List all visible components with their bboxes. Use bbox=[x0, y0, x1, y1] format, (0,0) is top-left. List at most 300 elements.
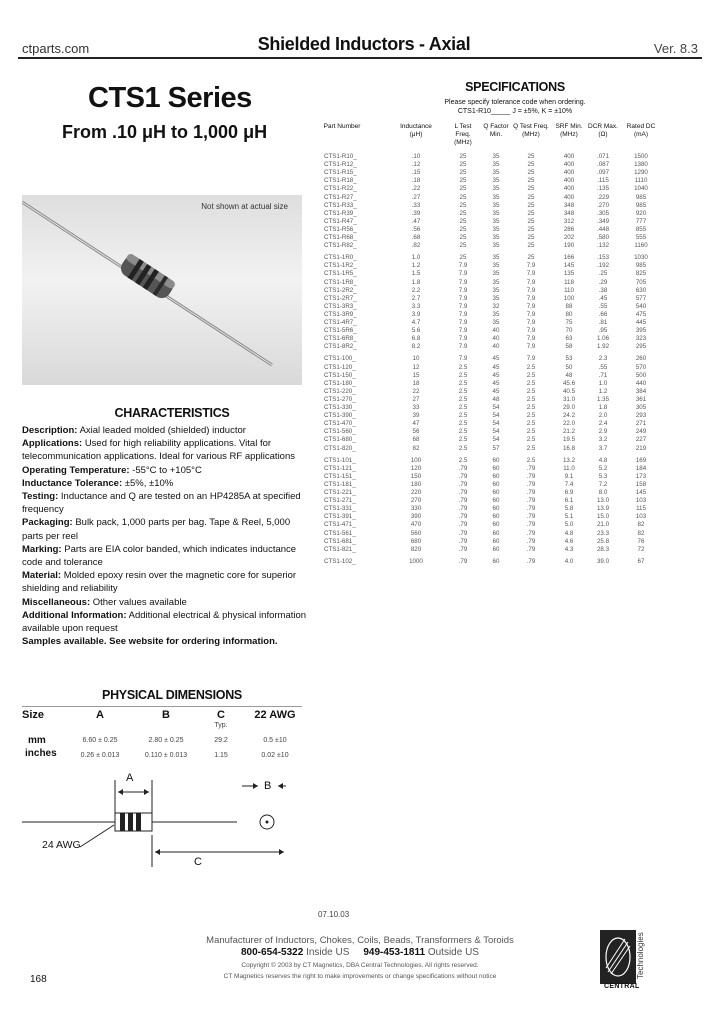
spec-cell: 100 bbox=[563, 294, 575, 302]
char-label: Material: bbox=[22, 570, 62, 582]
spec-cell: 400 bbox=[563, 153, 575, 160]
header-rule bbox=[18, 57, 702, 59]
spec-cell: 1380 bbox=[634, 161, 648, 169]
spec-cell: 384 bbox=[635, 387, 647, 395]
spec-cell: 25 bbox=[527, 161, 535, 169]
spec-cell: 1110 bbox=[634, 177, 648, 185]
spec-cell: .79 bbox=[526, 464, 536, 472]
spec-cell: 70 bbox=[565, 327, 573, 335]
spec-cell: 2.5 bbox=[458, 456, 468, 464]
spec-cell: 4.8 bbox=[598, 456, 608, 464]
spec-cell: 25 bbox=[459, 201, 467, 209]
diagram-label-wire: 24 AWG bbox=[42, 839, 81, 851]
spec-cell: 295 bbox=[635, 343, 647, 351]
part-number-cell: CTS1-271_ bbox=[324, 497, 356, 505]
spec-cell: 270 bbox=[410, 497, 422, 505]
characteristics-heading: CHARACTERISTICS bbox=[114, 406, 230, 420]
spec-cell: 25 bbox=[459, 153, 467, 160]
part-number-cell: CTS1-121_ bbox=[324, 464, 356, 472]
spec-cell: 35 bbox=[492, 193, 500, 201]
spec-cell: 400 bbox=[563, 161, 575, 169]
spec-cell: .270 bbox=[596, 201, 610, 209]
part-number-cell: CTS1-100_ bbox=[324, 355, 356, 363]
char-text: ±5%, ±10% bbox=[124, 477, 174, 489]
spec-cell: 1.2 bbox=[411, 262, 421, 270]
spec-cell: 60 bbox=[492, 513, 500, 521]
spec-cell: 7.9 bbox=[526, 270, 536, 278]
char-label: Miscellaneous: bbox=[22, 596, 91, 608]
char-text: Used for high reliability applications. Vital for telecommunication applications. Ideal for various RF applications bbox=[22, 438, 295, 463]
th-srf: SRF Min. (MHz) bbox=[555, 123, 583, 138]
spec-cell: .79 bbox=[458, 545, 468, 553]
spec-cell: 45 bbox=[492, 387, 500, 395]
spec-cell: 60 bbox=[492, 529, 500, 537]
spec-cell: 120 bbox=[410, 464, 422, 472]
spec-cell: 16.8 bbox=[562, 444, 576, 452]
spec-cell: 145 bbox=[563, 262, 575, 270]
spec-cell: 2.5 bbox=[526, 371, 536, 379]
spec-cell: 45 bbox=[492, 355, 500, 363]
spec-cell: 56 bbox=[412, 428, 420, 436]
spec-cell: 25.8 bbox=[596, 537, 610, 545]
spec-cell: 1.06 bbox=[596, 335, 610, 343]
spec-cell: 25 bbox=[527, 193, 535, 201]
spec-cell: 4.7 bbox=[411, 319, 421, 326]
spec-cell: .55 bbox=[598, 363, 608, 371]
spec-cell: 35 bbox=[492, 185, 500, 193]
spec-cell: 680 bbox=[410, 537, 422, 545]
th-q-test-freq: Q Test Freq. (MHz) bbox=[513, 123, 549, 138]
spec-cell: .68 bbox=[411, 234, 421, 241]
central-logo-text: CENTRAL bbox=[604, 983, 640, 990]
spec-cell: 920 bbox=[635, 209, 647, 217]
spec-cell: 6.9 bbox=[564, 489, 574, 496]
spec-cell: 2.2 bbox=[411, 286, 421, 294]
spec-cell: 35 bbox=[492, 217, 500, 225]
spec-cell: 2.5 bbox=[458, 436, 468, 444]
specifications-heading: SPECIFICATIONS bbox=[465, 80, 565, 94]
part-number-cell: CTS1-820_ bbox=[324, 444, 356, 452]
spec-cell: 35 bbox=[492, 209, 500, 217]
dim-table-rule bbox=[22, 706, 302, 707]
samples-text: Samples available. See website for ordering information. bbox=[22, 636, 278, 648]
part-number-cell: CTS1-6R8_ bbox=[324, 335, 357, 343]
dim-col-c: C bbox=[217, 709, 225, 721]
spec-cell: .580 bbox=[596, 234, 610, 241]
spec-cell: .79 bbox=[526, 505, 536, 513]
spec-cell: 630 bbox=[635, 286, 647, 294]
spec-cell: 330 bbox=[410, 505, 422, 513]
spec-cell: 3.2 bbox=[598, 436, 608, 444]
spec-cell: 118 bbox=[564, 278, 574, 286]
spec-cell: 28.3 bbox=[596, 545, 610, 553]
spec-cell: 45 bbox=[492, 371, 500, 379]
char-text: Axial leaded molded (shielded) inductor bbox=[79, 425, 246, 436]
spec-cell: 1290 bbox=[634, 169, 648, 177]
spec-cell: 24.2 bbox=[562, 412, 576, 420]
dim-col-awg: 22 AWG bbox=[254, 709, 296, 721]
spec-cell: .79 bbox=[526, 545, 536, 553]
spec-cell: 305 bbox=[635, 404, 647, 411]
spec-cell: 45.6 bbox=[562, 379, 576, 387]
spec-cell: 7.4 bbox=[564, 480, 574, 488]
part-number-cell: CTS1-R18_ bbox=[324, 177, 357, 185]
spec-cell: 4.3 bbox=[564, 545, 574, 553]
spec-cell: 540 bbox=[635, 302, 647, 310]
footer-phones bbox=[150, 947, 570, 958]
spec-cell: .79 bbox=[526, 529, 536, 537]
spec-cell: 31.0 bbox=[562, 395, 576, 403]
spec-cell: 60 bbox=[492, 497, 500, 505]
spec-cell: .79 bbox=[526, 472, 536, 480]
spec-cell: 25 bbox=[527, 209, 535, 217]
part-number-cell: CTS1-561_ bbox=[324, 529, 356, 537]
part-number-cell: CTS1-5R6_ bbox=[324, 327, 357, 335]
spec-cell: 220 bbox=[410, 489, 422, 496]
spec-cell: 820 bbox=[410, 545, 422, 553]
spec-cell: 2.5 bbox=[526, 412, 536, 420]
spec-cell: 7.9 bbox=[526, 327, 536, 335]
spec-cell: 2.5 bbox=[458, 371, 468, 379]
char-tolerance bbox=[22, 477, 307, 490]
spec-cell: 45 bbox=[492, 363, 500, 371]
spec-cell: 5.6 bbox=[411, 327, 421, 335]
spec-cell: 1.92 bbox=[596, 343, 610, 351]
spec-cell: 1000 bbox=[409, 557, 423, 565]
spec-cell: .79 bbox=[458, 521, 468, 529]
spec-cell: 7.9 bbox=[458, 335, 468, 343]
spec-cell: .79 bbox=[526, 537, 536, 545]
spec-cell: 2.5 bbox=[458, 387, 468, 395]
spec-cell: 25 bbox=[459, 161, 467, 169]
spec-cell: 54 bbox=[492, 404, 500, 411]
spec-cell: 25 bbox=[459, 234, 467, 241]
spec-cell: 40.5 bbox=[562, 387, 576, 395]
central-logo-subtext: Technologies bbox=[636, 932, 645, 980]
spec-cell: 4.6 bbox=[564, 537, 574, 545]
part-number-cell: CTS1-1R5_ bbox=[324, 270, 357, 278]
part-number-cell: CTS1-R15_ bbox=[324, 169, 357, 177]
spec-cell: 1.35 bbox=[596, 395, 610, 403]
part-number-cell: CTS1-391_ bbox=[324, 513, 356, 521]
th-inductance: Inductance (μH) bbox=[400, 123, 432, 138]
spec-cell: .25 bbox=[598, 270, 608, 278]
part-number-cell: CTS1-2R2_ bbox=[324, 286, 357, 294]
char-label: Additional Information: bbox=[22, 609, 127, 621]
dim-mm-a: 6.60 ± 0.25 bbox=[82, 737, 118, 744]
spec-cell: 7.9 bbox=[526, 355, 536, 363]
spec-cell: 7.9 bbox=[458, 302, 468, 310]
spec-cell: 7.9 bbox=[526, 286, 536, 294]
spec-cell: 1040 bbox=[634, 185, 648, 193]
spec-cell: 29.0 bbox=[562, 404, 576, 411]
spec-cell: 39.0 bbox=[596, 557, 610, 565]
char-label: Packaging: bbox=[22, 517, 73, 529]
part-number-cell: CTS1-390_ bbox=[324, 412, 356, 420]
spec-cell: 57 bbox=[492, 444, 500, 452]
part-number-cell: CTS1-180_ bbox=[324, 379, 356, 387]
spec-cell: 2.5 bbox=[458, 444, 468, 452]
spec-cell: 985 bbox=[635, 201, 647, 209]
spec-cell: 985 bbox=[635, 262, 647, 270]
spec-cell: 35 bbox=[492, 270, 500, 278]
spec-cell: 400 bbox=[563, 185, 575, 193]
spec-cell: 2.5 bbox=[458, 363, 468, 371]
diagram-label-c: C bbox=[194, 856, 202, 868]
char-label: Testing: bbox=[22, 491, 59, 503]
spec-cell: 400 bbox=[563, 169, 575, 177]
spec-cell: 25 bbox=[527, 153, 535, 160]
spec-cell: 1.0 bbox=[411, 254, 421, 262]
part-number-cell: CTS1-471_ bbox=[324, 521, 356, 529]
spec-cell: 13.2 bbox=[562, 456, 576, 464]
spec-cell: 555 bbox=[635, 234, 647, 241]
spec-cell: 25 bbox=[527, 185, 535, 193]
spec-cell: 82 bbox=[637, 521, 645, 529]
spec-cell: 8.2 bbox=[411, 343, 421, 351]
spec-cell: 54 bbox=[492, 420, 500, 428]
spec-cell: 2.3 bbox=[598, 355, 608, 363]
spec-cell: 25 bbox=[527, 177, 535, 185]
spec-cell: .79 bbox=[458, 537, 468, 545]
spec-cell: 4.0 bbox=[564, 557, 574, 565]
spec-cell: 7.9 bbox=[458, 262, 468, 270]
char-label: Description: bbox=[22, 425, 78, 436]
spec-cell: 7.9 bbox=[458, 270, 468, 278]
spec-cell: 25 bbox=[459, 169, 467, 177]
spec-cell: 570 bbox=[635, 363, 647, 371]
spec-cell: .79 bbox=[458, 513, 468, 521]
spec-cell: 271 bbox=[635, 420, 647, 428]
spec-cell: 2.5 bbox=[526, 428, 536, 436]
spec-cell: 4.8 bbox=[564, 529, 574, 537]
spec-cell: .153 bbox=[596, 254, 610, 262]
spec-cell: .097 bbox=[596, 169, 610, 177]
spec-cell: 7.9 bbox=[458, 343, 468, 351]
spec-cell: 184 bbox=[635, 464, 647, 472]
spec-cell: 219 bbox=[635, 444, 647, 452]
spec-cell: .79 bbox=[526, 557, 536, 565]
spec-order-note: Please specify tolerance code when ordering. bbox=[444, 99, 586, 106]
spec-cell: 25 bbox=[527, 225, 535, 233]
part-number-cell: CTS1-270_ bbox=[324, 395, 356, 403]
spec-cell: .79 bbox=[458, 557, 468, 565]
part-number-cell: CTS1-681_ bbox=[324, 537, 356, 545]
spec-cell: 68 bbox=[412, 436, 420, 444]
spec-cell: 15 bbox=[412, 371, 420, 379]
spec-cell: .135 bbox=[596, 185, 610, 193]
spec-cell: 7.9 bbox=[458, 319, 468, 326]
char-applications bbox=[22, 437, 307, 463]
dim-in-a: 0.26 ± 0.013 bbox=[80, 752, 120, 759]
part-number-cell: CTS1-R12_ bbox=[324, 161, 357, 169]
spec-cell: 35 bbox=[492, 254, 500, 262]
dim-in-c: 1.15 bbox=[214, 752, 228, 759]
spec-cell: 286 bbox=[563, 225, 575, 233]
spec-cell: 60 bbox=[492, 537, 500, 545]
spec-cell: 7.9 bbox=[458, 278, 468, 286]
part-number-cell: CTS1-1R0_ bbox=[324, 254, 357, 262]
spec-cell: .087 bbox=[596, 161, 610, 169]
spec-cell: 1160 bbox=[634, 242, 648, 250]
spec-cell: 22.0 bbox=[562, 420, 576, 428]
spec-cell: 400 bbox=[563, 177, 575, 185]
part-number-cell: CTS1-102_ bbox=[324, 557, 356, 565]
spec-cell: 470 bbox=[410, 521, 422, 529]
spec-cell: .79 bbox=[526, 489, 536, 496]
spec-cell: .79 bbox=[458, 472, 468, 480]
spec-cell: 22 bbox=[412, 387, 420, 395]
spec-cell: 5.2 bbox=[598, 464, 608, 472]
spec-cell: 2.0 bbox=[598, 412, 608, 420]
spec-cell: 7.9 bbox=[526, 343, 536, 351]
spec-cell: .79 bbox=[458, 489, 468, 496]
spec-cell: .132 bbox=[596, 242, 610, 250]
spec-cell: 1.2 bbox=[598, 387, 608, 395]
spec-cell: 48 bbox=[492, 395, 500, 403]
spec-cell: .95 bbox=[598, 327, 608, 335]
spec-cell: 35 bbox=[492, 278, 500, 286]
spec-cell: 6.1 bbox=[564, 497, 574, 505]
spec-cell: 25 bbox=[527, 242, 535, 250]
spec-cell: 23.3 bbox=[596, 529, 610, 537]
footer-tagline: Manufacturer of Inductors, Chokes, Coils, Beads, Transformers & Toroids bbox=[206, 935, 514, 946]
spec-cell: 348 bbox=[563, 209, 575, 217]
spec-cell: 48 bbox=[565, 371, 573, 379]
spec-cell: 60 bbox=[492, 545, 500, 553]
char-operating-temp bbox=[22, 464, 307, 477]
part-number-cell: CTS1-2R7_ bbox=[324, 294, 357, 302]
diagram-label-b: B bbox=[264, 780, 272, 792]
spec-cell: 60 bbox=[492, 557, 500, 565]
spec-cell: .79 bbox=[458, 497, 468, 505]
part-number-cell: CTS1-3R3_ bbox=[324, 302, 357, 310]
characteristics-list bbox=[22, 424, 307, 648]
spec-cell: .071 bbox=[596, 153, 610, 160]
spec-cell: 25 bbox=[459, 225, 467, 233]
spec-cell: 400 bbox=[563, 193, 575, 201]
spec-cell: .10 bbox=[411, 153, 421, 160]
spec-cell: 35 bbox=[492, 294, 500, 302]
spec-cell: 2.5 bbox=[458, 379, 468, 387]
spec-cell: 5.8 bbox=[564, 505, 574, 513]
dim-col-b: B bbox=[162, 709, 170, 721]
spec-cell: 227 bbox=[635, 436, 647, 444]
spec-cell: 63 bbox=[565, 335, 573, 343]
spec-cell: 25 bbox=[459, 242, 467, 250]
spec-cell: 2.5 bbox=[458, 428, 468, 436]
spec-cell: 110 bbox=[564, 286, 574, 294]
spec-cell: .349 bbox=[596, 217, 610, 225]
spec-cell: 323 bbox=[635, 335, 647, 343]
dim-mm-b: 2.80 ± 0.25 bbox=[148, 737, 184, 744]
spec-cell: 1.8 bbox=[411, 278, 421, 286]
spec-cell: 7.9 bbox=[458, 294, 468, 302]
spec-cell: .47 bbox=[411, 217, 421, 225]
spec-cell: 76 bbox=[637, 537, 645, 545]
version-label: Ver. 8.3 bbox=[653, 41, 698, 56]
spec-cell: .55 bbox=[598, 302, 608, 310]
spec-cell: 260 bbox=[635, 355, 647, 363]
spec-cell: 25 bbox=[527, 169, 535, 177]
spec-cell: 67 bbox=[637, 557, 645, 565]
revision-date: 07.10.03 bbox=[318, 910, 350, 919]
spec-cell: .27 bbox=[411, 193, 421, 201]
spec-cell: 2.5 bbox=[458, 420, 468, 428]
spec-cell: 2.7 bbox=[411, 294, 421, 302]
spec-cell: 7.9 bbox=[526, 262, 536, 270]
char-material bbox=[22, 569, 307, 595]
page-title: Shielded Inductors - Axial bbox=[257, 34, 471, 54]
spec-cell: .79 bbox=[458, 480, 468, 488]
part-number-cell: CTS1-R47_ bbox=[324, 217, 357, 225]
spec-cell: 82 bbox=[637, 529, 645, 537]
spec-cell: 390 bbox=[410, 513, 422, 521]
spec-cell: 293 bbox=[635, 412, 647, 420]
spec-cell: 27 bbox=[412, 395, 420, 403]
series-title: CTS1 Series bbox=[88, 82, 252, 114]
part-number-cell: CTS1-151_ bbox=[324, 472, 356, 480]
spec-cell: 2.5 bbox=[526, 363, 536, 371]
spec-cell: 60 bbox=[492, 456, 500, 464]
dim-col-a: A bbox=[96, 709, 104, 721]
char-text: Molded epoxy resin over the magnetic core for superior shielding and reliability bbox=[22, 570, 297, 595]
spec-cell: 40 bbox=[492, 327, 500, 335]
spec-cell: 35 bbox=[492, 310, 500, 318]
part-number-cell: CTS1-R33_ bbox=[324, 201, 357, 209]
char-label: Operating Temperature: bbox=[22, 464, 130, 476]
part-number-cell: CTS1-330_ bbox=[324, 404, 356, 411]
spec-cell: 45 bbox=[492, 379, 500, 387]
spec-cell: .38 bbox=[598, 286, 608, 294]
samples-note bbox=[22, 635, 307, 648]
spec-cell: 103 bbox=[635, 497, 647, 505]
spec-cell: 7.9 bbox=[458, 286, 468, 294]
dim-in-awg: 0.02 ±10 bbox=[261, 752, 289, 759]
spec-cell: 158 bbox=[635, 480, 647, 488]
th-q-factor: Q Factor Min. bbox=[483, 123, 509, 138]
spec-cell: 72 bbox=[637, 545, 645, 553]
spec-cell: 855 bbox=[635, 225, 647, 233]
part-number-cell: CTS1-181_ bbox=[324, 480, 356, 488]
spec-cell: 2.5 bbox=[526, 420, 536, 428]
spec-cell: 7.9 bbox=[526, 294, 536, 302]
spec-cell: 35 bbox=[492, 225, 500, 233]
part-number-cell: CTS1-331_ bbox=[324, 505, 356, 513]
char-marking bbox=[22, 543, 307, 569]
spec-cell: 11.0 bbox=[563, 464, 575, 472]
spec-cell: 50 bbox=[565, 363, 573, 371]
photo-caption: Not shown at actual size bbox=[201, 202, 288, 211]
spec-cell: 35 bbox=[492, 201, 500, 209]
spec-cell: 7.2 bbox=[598, 480, 608, 488]
spec-cell: 2.9 bbox=[598, 428, 608, 436]
char-text: Inductance and Q are tested on an HP4285A at specified frequency bbox=[22, 491, 301, 516]
spec-cell: 145 bbox=[635, 489, 647, 496]
spec-cell: 35 bbox=[492, 286, 500, 294]
phone-inside: 800-654-5322 bbox=[241, 947, 304, 958]
spec-cell: 103 bbox=[635, 513, 647, 521]
char-additional bbox=[22, 609, 307, 635]
spec-cell: 1.0 bbox=[598, 379, 608, 387]
char-label: Marking: bbox=[22, 543, 62, 555]
central-logo-icon bbox=[600, 930, 636, 984]
char-text: Additional electrical & physical information available upon request bbox=[22, 609, 307, 635]
spec-cell: 35 bbox=[492, 153, 500, 160]
spec-cell: 777 bbox=[635, 217, 647, 225]
spec-cell: 100 bbox=[410, 456, 422, 464]
spec-cell: 7.9 bbox=[526, 310, 536, 318]
